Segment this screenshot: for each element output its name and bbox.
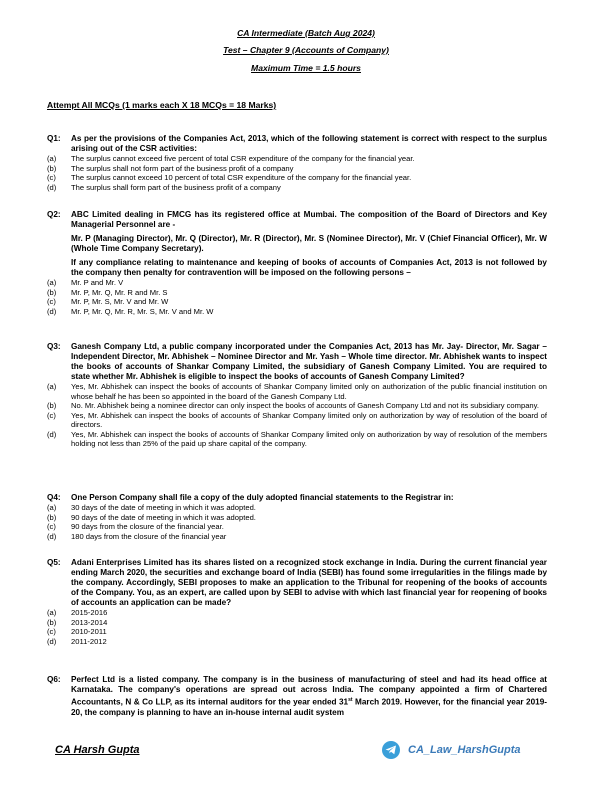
option-label: (b) (47, 287, 57, 297)
option-label: (b) (47, 401, 57, 410)
option-label: (b) (47, 163, 57, 173)
question-5 (47, 558, 547, 646)
option-text: Yes, Mr. Abhishek can inspect the books of accounts of Shankar Company limited only on authorization by way of resolution of the board of directors. (71, 410, 547, 429)
option-text: Mr. P, Mr. Q, Mr. R and Mr. S (71, 287, 168, 297)
option-label: (a) (47, 278, 57, 287)
option-text: 30 days of the date of meeting in which it was adopted. (71, 503, 256, 512)
question-text: One Person Company shall file a copy of the duly adopted financial statements to the Registrar in: (71, 493, 454, 502)
author-name: CA Harsh Gupta (55, 744, 140, 756)
question-text: Adani Enterprises Limited has its shares listed on a recognized stock exchange in India. During the current financial year ending March 2020, the securities and exchange board of India (SEBI) has found some irregularities in the filings made by the company. Accordingly, SEBI proposes to make an application to the Tribunal for reopening of the books of accounts of the Company. You, as an expert, are called upon by SEBI to advise with which last financial year for reopening of books of accounts an application can be made? (71, 558, 547, 607)
option-text: 2010-2011 (71, 627, 107, 636)
question-text: Ganesh Company Ltd, a public company incorporated under the Companies Act, 2013 has Mr. Jay- Director, Mr. Sagar – Independent Director, Mr. Abhishek – Nominee Director and Mr. Yash – Whole time director. Mr. Abhishek wants to inspect the books of accounts of Shankar Company Limited, the subsidiary of Ganesh Company Limited. You are required to state whether Mr. Abhishek is eligible to inspect the books of accounts of Ganesh Company Limited? (71, 342, 547, 381)
option-a[interactable] (47, 278, 547, 288)
option-c[interactable] (47, 173, 547, 183)
question-text: As per the provisions of the Companies Act, 2013, which of the following statement is correct with respect to the surplus arising out of the CSR activities: (71, 134, 547, 153)
option-label: (d) (47, 531, 57, 541)
option-label: (c) (47, 627, 56, 636)
option-label: (c) (47, 410, 56, 420)
option-a[interactable] (47, 608, 547, 618)
option-text: Yes, Mr. Abhishek can inspect the books of accounts of Shankar Company limited only on authorization of the public financial institution on whose behalf he has been so appointed in the board of the Ganesh Company Ltd. (71, 382, 547, 401)
option-text: Mr. P, Mr. S, Mr. V and Mr. W (71, 297, 169, 306)
batch-title: CA Intermediate (Batch Aug 2024) (237, 28, 375, 38)
option-d[interactable] (47, 637, 547, 647)
option-label: (d) (47, 182, 57, 192)
option-label: (a) (47, 608, 57, 617)
option-text: 90 days of the date of meeting in which it was adopted. (71, 512, 256, 522)
option-text: The surplus cannot exceed 10 percent of total CSR expenditure of the company for the financial year. (71, 173, 412, 182)
option-label: (a) (47, 154, 57, 163)
option-a[interactable] (47, 382, 547, 401)
option-text: 90 days from the closure of the financial year. (71, 522, 224, 531)
question-3 (47, 342, 547, 449)
option-label: (d) (47, 306, 57, 316)
option-d[interactable] (47, 532, 547, 542)
telegram-icon[interactable] (382, 741, 400, 759)
option-d[interactable] (47, 183, 547, 193)
option-text: The surplus shall not form part of the business profit of a company (71, 163, 294, 173)
question-number: Q6: (47, 675, 61, 684)
option-label: (c) (47, 522, 56, 531)
question-number: Q1: (47, 134, 61, 143)
option-text: The surplus cannot exceed five percent of total CSR expenditure of the company for the financial year. (71, 154, 415, 163)
option-text: Yes, Mr. Abhishek can inspect the books of accounts of Shankar Company limited only on authorization by way of resolution of the members holding not less than 25% of the paid up share capital of the company. (71, 429, 547, 448)
option-text: The surplus shall form part of the business profit of a company (71, 182, 281, 192)
option-text: 2013-2014 (71, 617, 108, 627)
option-b[interactable] (47, 288, 547, 298)
option-b[interactable] (47, 618, 547, 628)
question-paragraph: Mr. P (Managing Director), Mr. Q (Director), Mr. R (Director), Mr. S (Nominee Director), Mr. V (Chief Financial Officer), Mr. W (Whole Time Company Secretary). (71, 234, 547, 253)
option-c[interactable] (47, 411, 547, 430)
option-text: 2015-2016 (71, 608, 108, 617)
option-b[interactable] (47, 513, 547, 523)
instructions: Attempt All MCQs (1 marks each X 18 MCQs = 18 Marks) (47, 100, 277, 110)
question-1 (47, 134, 547, 192)
option-text: Mr. P, Mr. Q, Mr. R, Mr. S, Mr. V and Mr. W (71, 306, 214, 316)
option-a[interactable] (47, 503, 547, 513)
question-4 (47, 493, 547, 541)
option-text: Mr. P and Mr. V (71, 278, 124, 287)
question-text: ABC Limited dealing in FMCG has its registered office at Mumbai. The composition of the Board of Directors and Key Managerial Personnel are - (71, 210, 547, 229)
option-label: (a) (47, 382, 57, 391)
option-text: 180 days from the closure of the financial year (71, 531, 227, 541)
option-d[interactable] (47, 430, 547, 449)
option-b[interactable] (47, 164, 547, 174)
option-b[interactable] (47, 401, 547, 411)
question-number: Q5: (47, 558, 61, 567)
question-number: Q4: (47, 493, 61, 502)
option-text: 2011-2012 (71, 636, 107, 646)
option-c[interactable] (47, 522, 547, 532)
option-label: (d) (47, 429, 57, 439)
option-c[interactable] (47, 297, 547, 307)
test-title: Test – Chapter 9 (Accounts of Company) (223, 45, 389, 55)
option-label: (a) (47, 503, 57, 512)
option-label: (d) (47, 636, 57, 646)
option-label: (c) (47, 297, 56, 306)
option-a[interactable] (47, 154, 547, 164)
question-6 (47, 675, 547, 718)
telegram-handle[interactable]: CA_Law_HarshGupta (408, 744, 521, 756)
question-number: Q2: (47, 210, 61, 219)
option-label: (b) (47, 617, 57, 627)
option-c[interactable] (47, 627, 547, 637)
option-text: No. Mr. Abhishek being a nominee director can only inspect the books of accounts of Ganesh Company Ltd and not its subsidiary company. (71, 401, 539, 410)
question-2 (47, 210, 547, 316)
question-paragraph: If any compliance relating to maintenance and keeping of books of accounts of Companies Act, 2013 is not followed by the company then penalty for contravention will be imposed on the following persons – (71, 258, 547, 277)
option-d[interactable] (47, 307, 547, 317)
question-text: Perfect Ltd is a listed company. The company is in the business of manufacturing of steel and had its head office at Karnataka. The company's operations are spread out across India. The company appointed a firm of Chartered Accountants, N & Co LLP, as its internal auditors for the year ended 31st March 2019. However, for the financial year 2019-20, the company is planning to have an in-house internal audit system (71, 675, 547, 717)
option-label: (c) (47, 173, 56, 182)
question-number: Q3: (47, 342, 61, 351)
time-limit: Maximum Time = 1.5 hours (251, 63, 361, 73)
option-label: (b) (47, 512, 57, 522)
